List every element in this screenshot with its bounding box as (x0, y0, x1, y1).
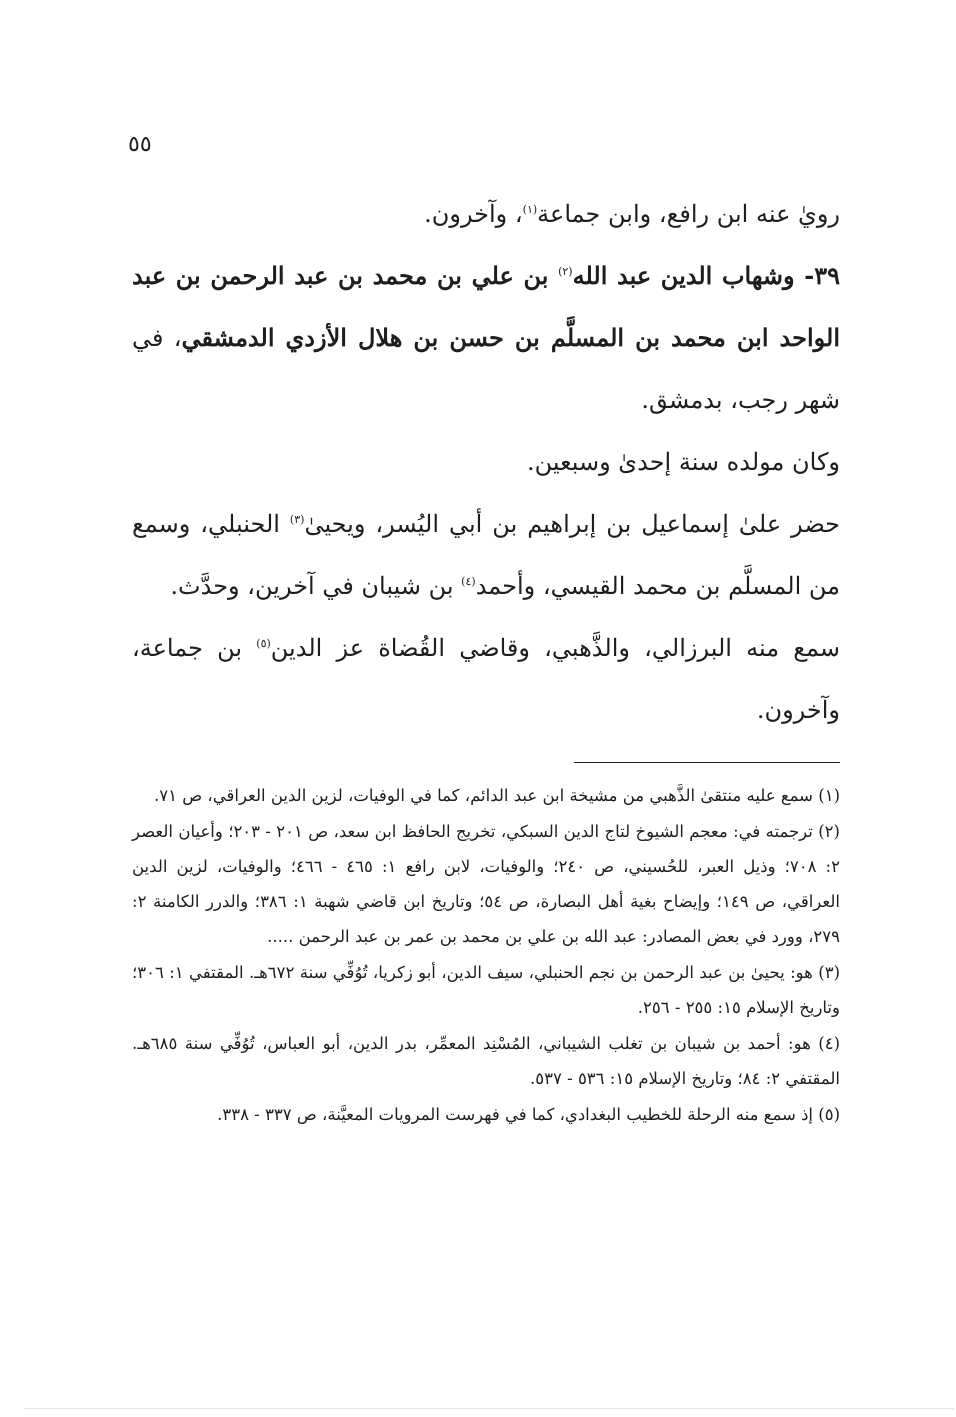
text-segment: ، وآخرون. (424, 200, 523, 228)
scan-edge-line (24, 1408, 954, 1409)
entry-lineage-bold: بن علي بن محمد بن عبد الرحمن بن عبد الواحد ابن محمد بن المسلَّم بن حسن بن هلال الأزدي الدمشقي (132, 261, 840, 352)
footnote-separator (574, 762, 840, 763)
text-segment: رويٰ عنه ابن رافع، وابن جماعة (537, 200, 840, 228)
paragraph-birth (132, 431, 840, 493)
birth-text: وكان مولده سنة إحدىٰ وسبعين. (527, 448, 840, 476)
footnote-3: (٣) هو: يحيىٰ بن عبد الرحمن بن نجم الحنبلي، سيف الدين، أبو زكريا، تُوُفِّي سنة ٦٧٢هـ. المقتفي ١: ٣٠٦؛ وتاريخ الإسلام ١٥: ٢٥٥ - ٢٥٦. (132, 963, 840, 1017)
paragraph-teachers (132, 493, 840, 617)
footnote-ref-3: (٣) (289, 513, 305, 526)
entry-name-bold: ٣٩- وشهاب الدين عبد الله (572, 261, 841, 290)
footnote-ref-5: (٥) (256, 637, 271, 650)
paragraph-students (132, 617, 840, 741)
paragraph-entry-39 (132, 245, 840, 431)
entry-death-info: ، في شهر رجب، بدمشق. (132, 324, 840, 414)
footnote-ref-2: (٢) (558, 265, 573, 278)
text-segment: بن جماعة، وآخرون. (132, 634, 840, 724)
footnotes (132, 778, 840, 1133)
footnote-2: (٢) ترجمته في: معجم الشيوخ لتاج الدين السبكي، تخريج الحافظ ابن سعد، ص ٢٠١ - ٢٠٣؛ وأعيان العصر ٢: ٧٠٨؛ وذيل العبر، للحُسيني، ص ٢٤٠؛ والوفيات، لابن رافع ١: ٤٦٥ - ٤٦٦؛ والوفيات، لزين الدين العراقي، ص ١٤٩؛ وإيضاح بغية أهل البصارة، ص ٥٤؛ وتاريخ ابن قاضي شهبة ١: ٣٨٦؛ والدرر الكامنة ٢: ٢٧٩، وورد في بعض المصادر: عبد الله بن علي بن محمد بن عمر بن عبد الرحمن ..... (132, 822, 840, 946)
page-number: ٥٥ (128, 132, 152, 157)
footnote-ref-4: (٤) (461, 575, 476, 588)
text-segment: بن شيبان في آخرين، وحدَّث. (170, 572, 462, 600)
text-segment: سمع منه البرزالي، والذَّهبي، وقاضي القُضاة عز الدين (270, 634, 840, 662)
main-text (132, 183, 840, 741)
footnote-4: (٤) هو: أحمد بن شيبان بن تغلب الشيباني، المُسْنِد المعمِّر، بدر الدين، أبو العباس، تُوُفِّي سنة ٦٨٥هـ. المقتفي ٢: ٨٤؛ وتاريخ الإسلام ١٥: ٥٣٦ - ٥٣٧. (132, 1034, 840, 1088)
text-segment: حضر علىٰ إسماعيل بن إبراهيم بن أبي اليُسر، ويحيىٰ (304, 510, 840, 538)
text-segment: الحنبلي، وسمع من المسلَّم بن محمد القيسي، وأحمد (132, 510, 840, 600)
footnote-ref-1: (١) (522, 203, 538, 216)
footnote-1: (١) سمع عليه منتقىٰ الذَّهبي من مشيخة ابن عبد الدائم، كما في الوفيات، لزين الدين العراقي، ص ٧١. (153, 786, 840, 805)
footnote-5: (٥) إذ سمع منه الرحلة للخطيب البغدادي، كما في فهرست المرويات المعيَّنة، ص ٣٣٧ - ٣٣٨. (217, 1105, 840, 1124)
paragraph-narrated-by (132, 183, 840, 245)
